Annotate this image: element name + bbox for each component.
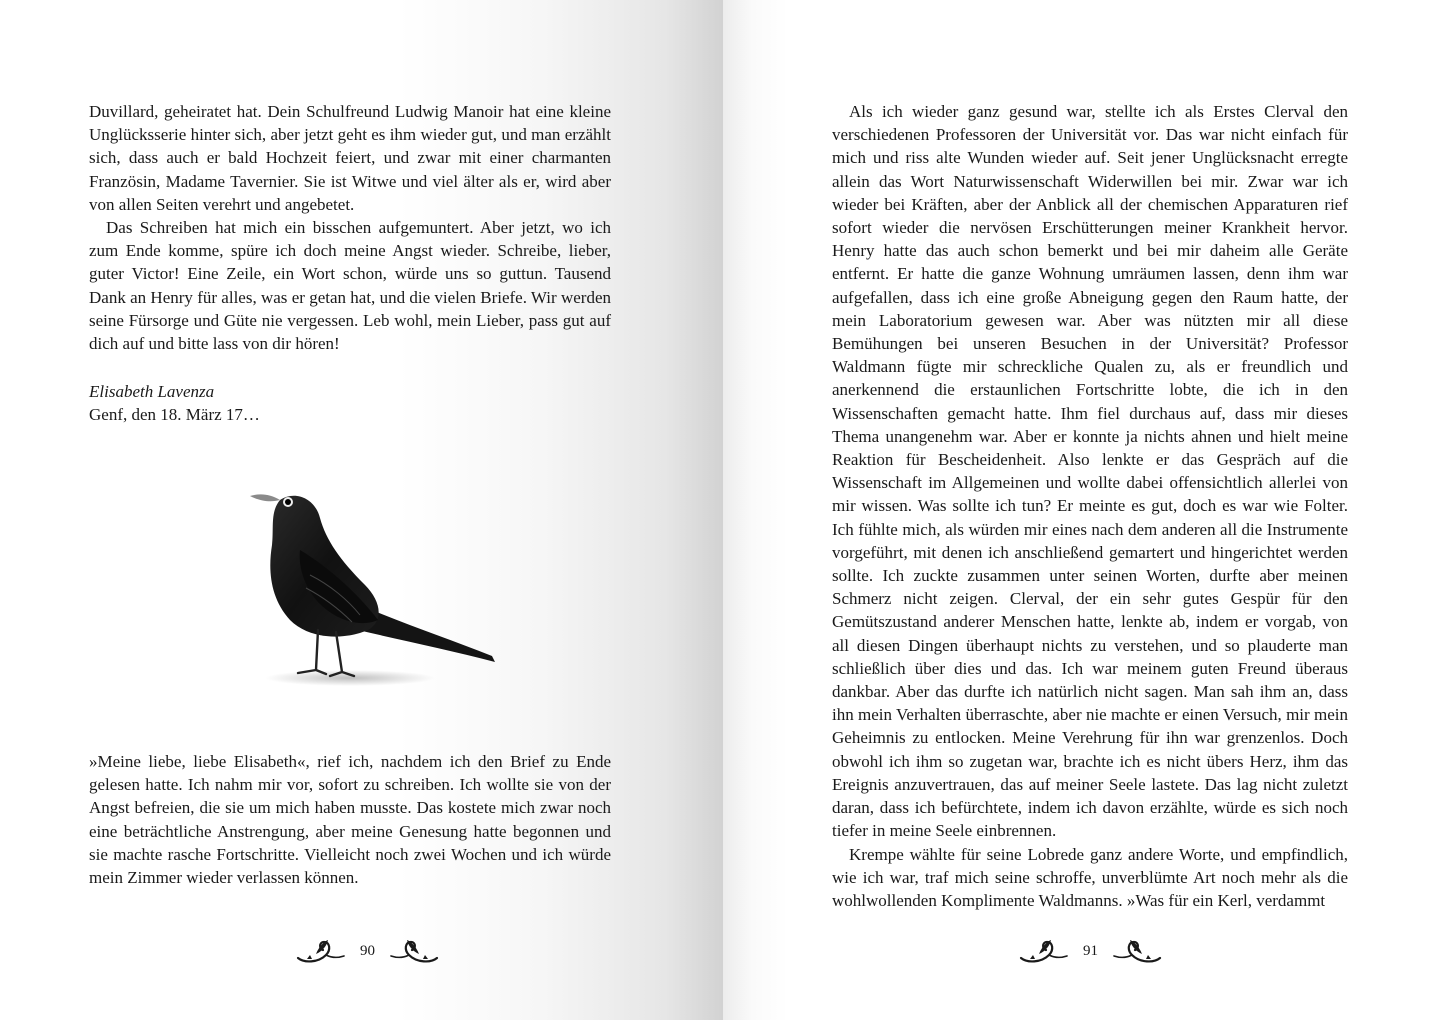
paragraph: Das Schreiben hat mich ein bisschen aufgemuntert. Aber jetzt, wo ich zum Ende komme, spüre ich doch meine Angst wieder. Schreibe, lieber, guter Victor! Eine Zeile, ein Wort schon, würde uns so guttun. Tausend Dank an Henry für alles, was er getan hat, und die vielen Briefe. Wir werden seine Fürsorge und Güte nie vergessen. Leb wohl, mein Lieber, pass gut auf dich auf und bitte lass von dir hören! — [89, 218, 611, 354]
right-ornament-icon — [387, 936, 441, 966]
letter-signature: Elisabeth Lavenza — [89, 382, 215, 401]
right-page — [723, 0, 1445, 1020]
page-number: 91 — [1083, 942, 1098, 959]
page-number: 90 — [360, 942, 375, 959]
page-footer — [1017, 936, 1164, 966]
paragraph: Als ich wieder ganz gesund war, stellte ich als Erstes Clerval den verschiedenen Professoren der Universität vor. Das war nicht einfach für mich und riss alte Wunden wieder auf. Seit jener Unglücksnacht erregte allein das Wort Naturwissenschaft Widerwillen bei mir. Zwar war ich wieder bei Kräften, aber der Anblick all der chemischen Apparaturen rief sofort wieder die nervösen Erschütterungen meiner Krankheit hervor. Henry hatte das auch schon bemerkt und bei mir daheim alle Geräte entfernt. Er hatte die ganze Wohnung umräumen lassen, denn ihm war aufgefallen, dass ich eine große Abneigung gegen den Raum hatte, der mein Laboratorium gewesen war. Aber was nützten mir all diese Bemühungen bei unseren Besuchen in der Universität? Professor Waldmann fügte mir schreckliche Qualen zu, als er freundlich und anerkennend die erstaunlichen Fortschritte lobte, die ich in den Wissenschaften gemacht hatte. Ihm fiel durchaus auf, dass mir dieses Thema unangenehm war. Aber er konnte ja nichts ahnen und hielt meine Reaktion für Bescheidenheit. Also lenkte er das Gespräch auf die Wissenschaft im Allgemeinen und wollte dabei offensichtlich allerlei von mir wissen. Was sollte ich tun? Er meinte es gut, doch es war wie Folter. Ich fühlte mich, als würden mir eines nach dem anderen all die Instrumente vorgeführt, mit denen ich anschließend gemartert und hingerichtet werden sollte. Ich zuckte zusammen unter seinen Worten, durfte aber meinen Schmerz nicht zeigen. Clerval, der ein sehr gutes Gespür für den Gemütszustand anderer Menschen hatte, lenkte ab, indem er vorgab, von all diesen Dingen überhaupt nichts zu verstehen, und so plauderte man schließlich über dies und das. Ich war meinem guten Freund überaus dankbar. Aber das durfte ich natürlich nicht sagen. Man sah ihm an, dass ihn mein Verhalten überraschte, aber nie machte er einen Versuch, mir mein Geheimnis zu entlocken. Meine Verehrung für ihn war grenzenlos. Doch obwohl ich ihm so zugetan war, brachte ich es nicht übers Herz, ihm das Ereignis anzuvertrauen, das auf meiner Seele lastete. Das lag nicht zuletzt daran, dass ich befürchtete, indem ich davon erzählte, würde es sich noch tiefer in meine Seele einbrennen. — [832, 102, 1348, 841]
paragraph: Duvillard, geheiratet hat. Dein Schulfreund Ludwig Manoir hat eine kleine Unglücksserie hinter sich, aber jetzt geht es ihm wieder gut, und man erzählt sich, dass auch er bald Hochzeit feiert, und zwar mit einer charmanten Französin, Madame Tavernier. Sie ist Witwe und viel älter als er, wird aber von allen Seiten verehrt und angebetet. — [89, 102, 611, 214]
blackbird-illustration — [240, 480, 500, 690]
left-ornament-icon — [1017, 936, 1071, 966]
left-ornament-icon — [294, 936, 348, 966]
letter-text — [89, 100, 611, 355]
narrative-text — [832, 100, 1348, 912]
page-footer — [294, 936, 441, 966]
right-ornament-icon — [1110, 936, 1164, 966]
paragraph: »Meine liebe, liebe Elisabeth«, rief ich, nachdem ich den Brief zu Ende gelesen hatte. Ich nahm mir vor, sofort zu schreiben. Ich wollte sie von der Angst befreien, die sie um mich haben musste. Das kostete mich zwar noch eine beträchtliche Anstrengung, aber meine Genesung hatte begonnen und sie machte rasche Fortschritte. Vielleicht noch zwei Wochen und ich würde mein Zimmer wieder verlassen können. — [89, 752, 611, 888]
narrative-text — [89, 750, 611, 889]
paragraph: Krempe wählte für seine Lobrede ganz andere Worte, und empfindlich, wie ich war, traf mich seine schroffe, unverblümte Art noch mehr als die wohlwollenden Komplimente Waldmanns. »Was für ein Kerl, verdammt — [832, 844, 1348, 910]
letter-place-date: Genf, den 18. März 17… — [89, 405, 260, 424]
